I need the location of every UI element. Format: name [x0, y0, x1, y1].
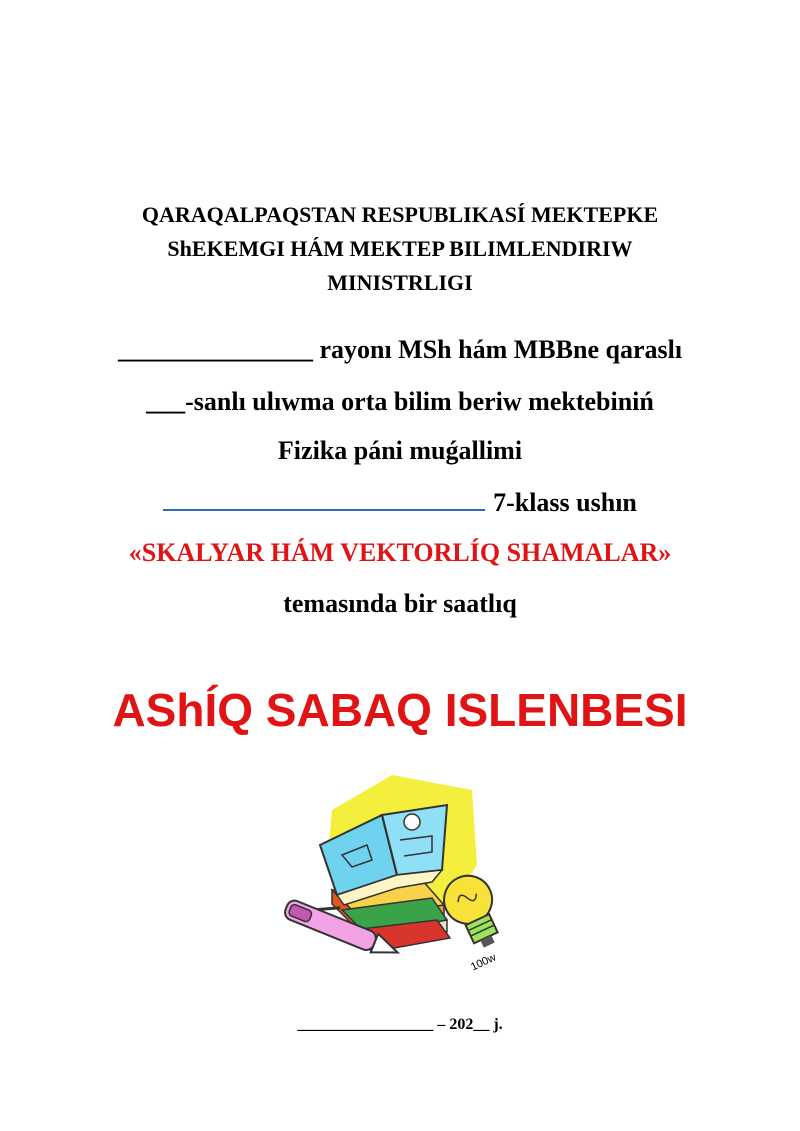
- ministry-name-line-1: QARAQALPAQSTAN RESPUBLIKASÍ MEKTEPKE: [141, 202, 659, 227]
- ministry-name-line-3: MINISTRLIGI: [327, 270, 473, 295]
- date-line: _________________ – 202__ j.: [297, 1016, 503, 1033]
- lesson-topic: «SKALYAR HÁM VEKTORLÍQ SHAMALAR»: [128, 538, 672, 567]
- teacher-name-blank: [163, 487, 485, 511]
- school-line: ___-sanlı ulıwma orta bilim beriw mektebiniń: [146, 387, 654, 416]
- books-pen-lightbulb-icon: [272, 770, 522, 975]
- ministry-name-line-2: ShEKEMGI HÁM MEKTEP BILIMLENDIRIW: [167, 236, 633, 261]
- class-text: 7-klass ushın: [493, 488, 637, 517]
- teacher-line: Fizika páni muǵallimi: [277, 436, 523, 465]
- svg-text:100w: 100w: [469, 951, 498, 974]
- district-line: _______________ rayonı MSh hám MBBne qaraslı: [117, 335, 683, 364]
- document-title: AShÍQ SABAQ ISLENBESI: [112, 684, 688, 736]
- class-line: [0, 487, 800, 518]
- topic-suffix: temasında bir saatlıq: [283, 589, 517, 618]
